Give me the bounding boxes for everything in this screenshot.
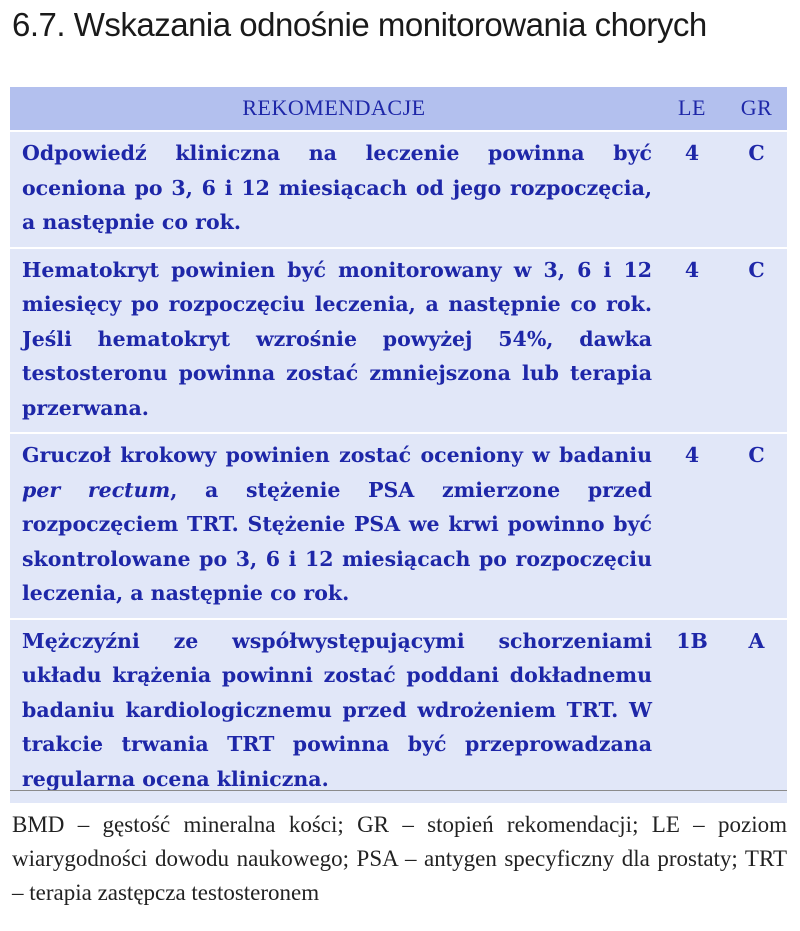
recommendation-text: Mężczyźni ze współwystępującymi schorzeniami układu krążenia powinni zostać poddani dokładnemu badaniu kardiologicznemu przed wdrożeniem TRT. W trakcie trwania TRT powinna być przeprowadzana regularna ocena kliniczna. xyxy=(10,619,658,804)
header-gr: GR xyxy=(726,87,787,131)
grade-of-recommendation: C xyxy=(726,433,787,619)
table-row xyxy=(10,619,787,804)
grade-of-recommendation: C xyxy=(726,131,787,248)
level-of-evidence: 4 xyxy=(658,433,726,619)
header-le: LE xyxy=(658,87,726,131)
grade-of-recommendation: A xyxy=(726,619,787,804)
table-row xyxy=(10,248,787,434)
level-of-evidence: 4 xyxy=(658,248,726,434)
recommendations-table xyxy=(10,87,787,803)
header-recommendations: REKOMENDACJE xyxy=(10,87,658,131)
recommendation-text-part: , a stężenie PSA zmierzone przed rozpoczęciem TRT. Stężenie PSA we krwi powinno być skontrolowane po 3, 6 i 12 miesiącach po rozpoczęciu leczenia, a następnie co rok. xyxy=(22,477,652,605)
recommendation-text: Hematokryt powinien być monitorowany w 3, 6 i 12 miesięcy po rozpoczęciu leczenia, a następnie co rok. Jeśli hematokryt wzrośnie powyżej 54%, dawka testosteronu powinna zostać zmniejszona lub terapia przerwana. xyxy=(10,248,658,434)
recommendation-text-italic: per rectum xyxy=(22,477,171,502)
grade-of-recommendation: C xyxy=(726,248,787,434)
table-bottom-rule xyxy=(10,790,787,791)
table-row xyxy=(10,433,787,619)
section-title: 6.7. Wskazania odnośnie monitorowania chorych xyxy=(12,6,707,43)
table-header-row xyxy=(10,87,787,131)
abbreviations-footnote: BMD – gęstość mineralna kości; GR – stopień rekomendacji; LE – poziom wiarygodności dowodu naukowego; PSA – antygen specyficzny dla prostaty; TRT – terapia zastępcza testosteronem xyxy=(12,812,787,905)
recommendation-text xyxy=(10,433,658,619)
recommendation-text-part: Gruczoł krokowy powinien zostać oceniony w badaniu xyxy=(22,443,652,467)
level-of-evidence: 1B xyxy=(658,619,726,804)
level-of-evidence: 4 xyxy=(658,131,726,248)
table-row xyxy=(10,131,787,248)
recommendation-text: Odpowiedź kliniczna na leczenie powinna być oceniona po 3, 6 i 12 miesiącach od jego rozpoczęcia, a następnie co rok. xyxy=(10,131,658,248)
